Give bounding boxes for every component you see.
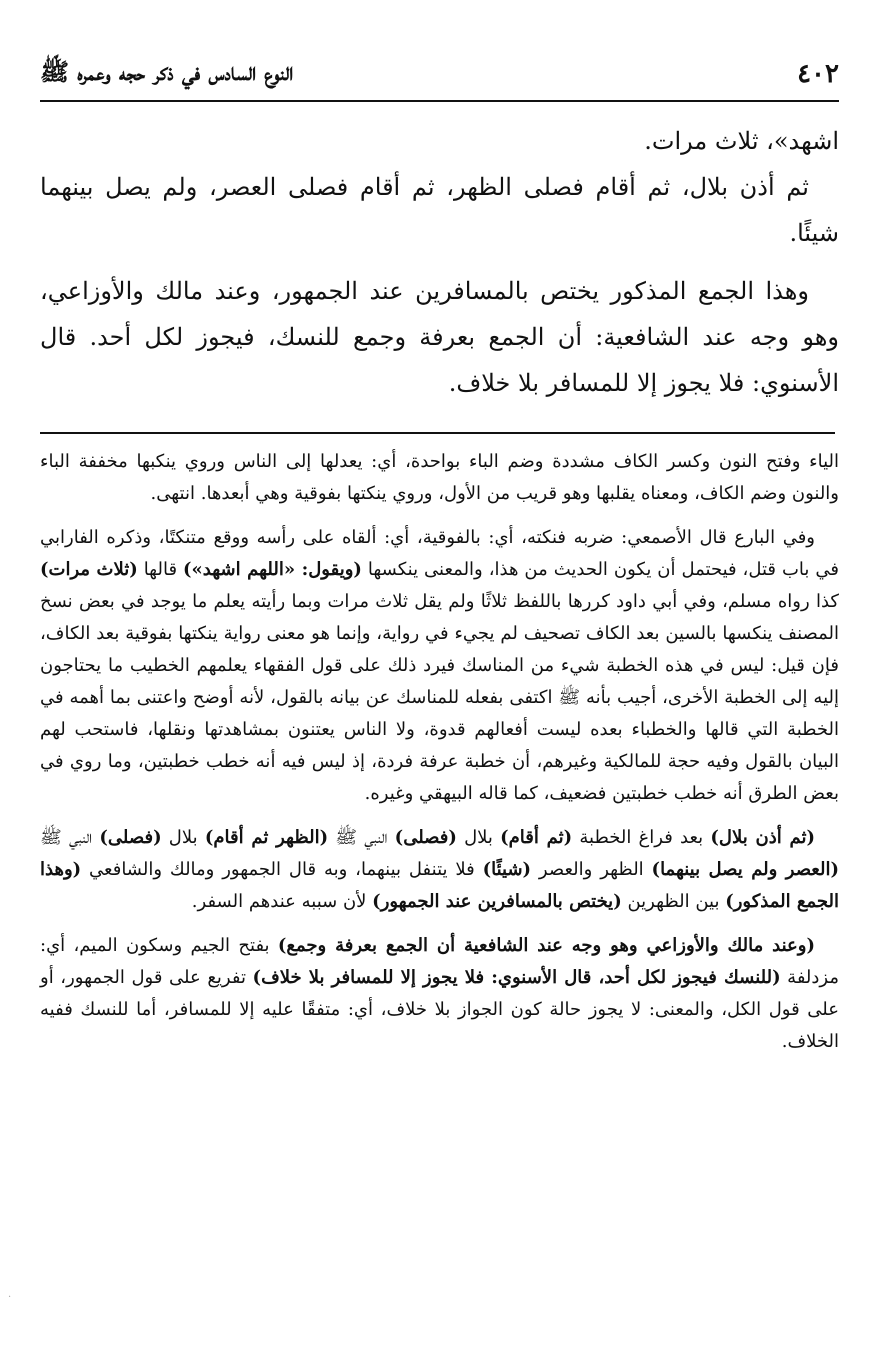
commentary-text: وفي البارع قال الأصمعي: ضربه فنكته، أي: بالفوقية، أي: ألقاه على رأسه ووقع متنكتًا، وذكره الفارابي في باب قتل، فيحتمل أن يكون الحديث من هذا، والمعنى ينكسها	[40, 527, 839, 580]
quoted-matn: (يختص بالمسافرين عند الجمهور)	[372, 891, 622, 912]
commentary-text: قالها	[137, 559, 184, 580]
main-text	[40, 118, 839, 406]
commentary-text: كذا رواه مسلم، وفي أبي داود كررها باللفظ ثلاثًا ولم يقل ثلاث مرات وبما رأيته يعلم ما يوجد في بعض نسخ المصنف ينكسها بالسين بعد الكاف تصحيف لم يجيء في رواية، وإنما هو معنى رواية ينكتها بفوقية بعد الكاف، فإن قيل: ليس في هذه الخطبة شيء من المناسك فيرد ذلك على قول الفقهاء يعلمهم الخطيب ما يحتاجون إليه إلى الخطبة الأخرى، أجيب بأنه ﷺ اكتفى بفعله للمناسك عن بيانه بالقول، لأنه أوضح واعتنى بما أهمه في الخطبة التي قالها والخطباء بعده ليست أفعالهم قدوة، ولا الناس يعتنون بمشاهدتها ونقلها، فاستحب لهم البيان بالقول وفيه حجة للمالكية وغيرهم، أن خطبة عرفة فردة، إذ ليس فيه أنه خطب خطبتين، وما روي في بعض الطرق أنه خطب خطبتين فضعيف، كما قاله البيهقي وغيره.	[40, 591, 839, 804]
page-number: ٤٠٢	[797, 59, 839, 89]
quoted-matn: (ويقول: «اللهم اشهد»)	[183, 559, 362, 580]
commentary-text: النبي ﷺ	[328, 827, 395, 848]
quoted-matn: (فصلى)	[394, 827, 457, 848]
commentary-paragraph	[40, 822, 839, 918]
quoted-matn: (شيئًا)	[482, 859, 532, 880]
scan-speck: ·	[8, 1292, 12, 1303]
commentary-paragraph	[40, 522, 839, 810]
footnote-separator	[40, 432, 835, 434]
commentary-paragraph: الياء وفتح النون وكسر الكاف مشددة وضم الباء بواحدة، أي: يعدلها إلى الناس وروي ينكبها مخففة الباء والنون وضم الكاف، ومعناه يقلبها وهو قريب من الأول، وروي ينكتها بفوقية وهي أبعدها. انتهى.	[40, 451, 839, 504]
commentary-paragraph	[40, 930, 839, 1058]
quoted-matn: (وعند مالك والأوزاعي وهو وجه عند الشافعية أن الجمع بعرفة وجمع)	[277, 935, 815, 956]
page-header	[40, 48, 839, 102]
commentary-text: فلا يتنفل بينهما، وبه قال الجمهور ومالك والشافعي	[81, 859, 483, 880]
quoted-matn: (العصر ولم يصل بينهما)	[651, 859, 839, 880]
commentary	[40, 446, 839, 1070]
main-paragraph: ثم أذن بلال، ثم أقام فصلى الظهر، ثم أقام فصلى العصر، ولم يصل بينهما شيئًا.	[40, 173, 839, 247]
quoted-matn: (ثلاث مرات)	[40, 559, 138, 580]
quoted-matn: (ثم أقام)	[500, 827, 573, 848]
running-title: النوع السادس في ذكر حجه وعمره ﷺ	[40, 56, 294, 86]
main-paragraph: اشهد»، ثلاث مرات.	[644, 127, 839, 155]
main-paragraph: وهذا الجمع المذكور يختص بالمسافرين عند الجمهور، وعند مالك والأوزاعي، وهو وجه عند الشافعية: أن الجمع بعرفة وجمع للنسك، فيجوز لكل أحد. قال الأسنوي: فلا يجوز إلا للمسافر بلا خلاف.	[40, 277, 839, 397]
commentary-text: لأن سببه عندهم السفر.	[191, 891, 373, 912]
commentary-text: بلال	[456, 827, 501, 848]
quoted-matn: (وهذا الجمع المذكور)	[40, 859, 839, 912]
commentary-text: بلال	[161, 827, 205, 848]
commentary-text: بين الظهرين	[621, 891, 726, 912]
quoted-matn: (للنسك فيجوز لكل أحد، قال الأسنوي: فلا يجوز إلا للمسافر بلا خلاف)	[252, 967, 781, 988]
quoted-matn: (الظهر ثم أقام)	[204, 827, 329, 848]
commentary-text: تفريع على قول الجمهور، أو على قول الكل، والمعنى: لا يجوز حالة كون الجواز بلا خلاف، أي: متفقًا عليه إلا للمسافر، أما للنسك ففيه الخلاف.	[40, 967, 839, 1052]
quoted-matn: (فصلى)	[99, 827, 162, 848]
commentary-text: بفتح الجيم وسكون الميم، أي: مزدلفة	[40, 935, 840, 988]
commentary-text: النبي ﷺ	[40, 827, 100, 848]
commentary-text: الظهر والعصر	[531, 859, 652, 880]
quoted-matn: (ثم أذن بلال)	[710, 827, 815, 848]
commentary-text: بعد فراغ الخطبة	[572, 827, 711, 848]
